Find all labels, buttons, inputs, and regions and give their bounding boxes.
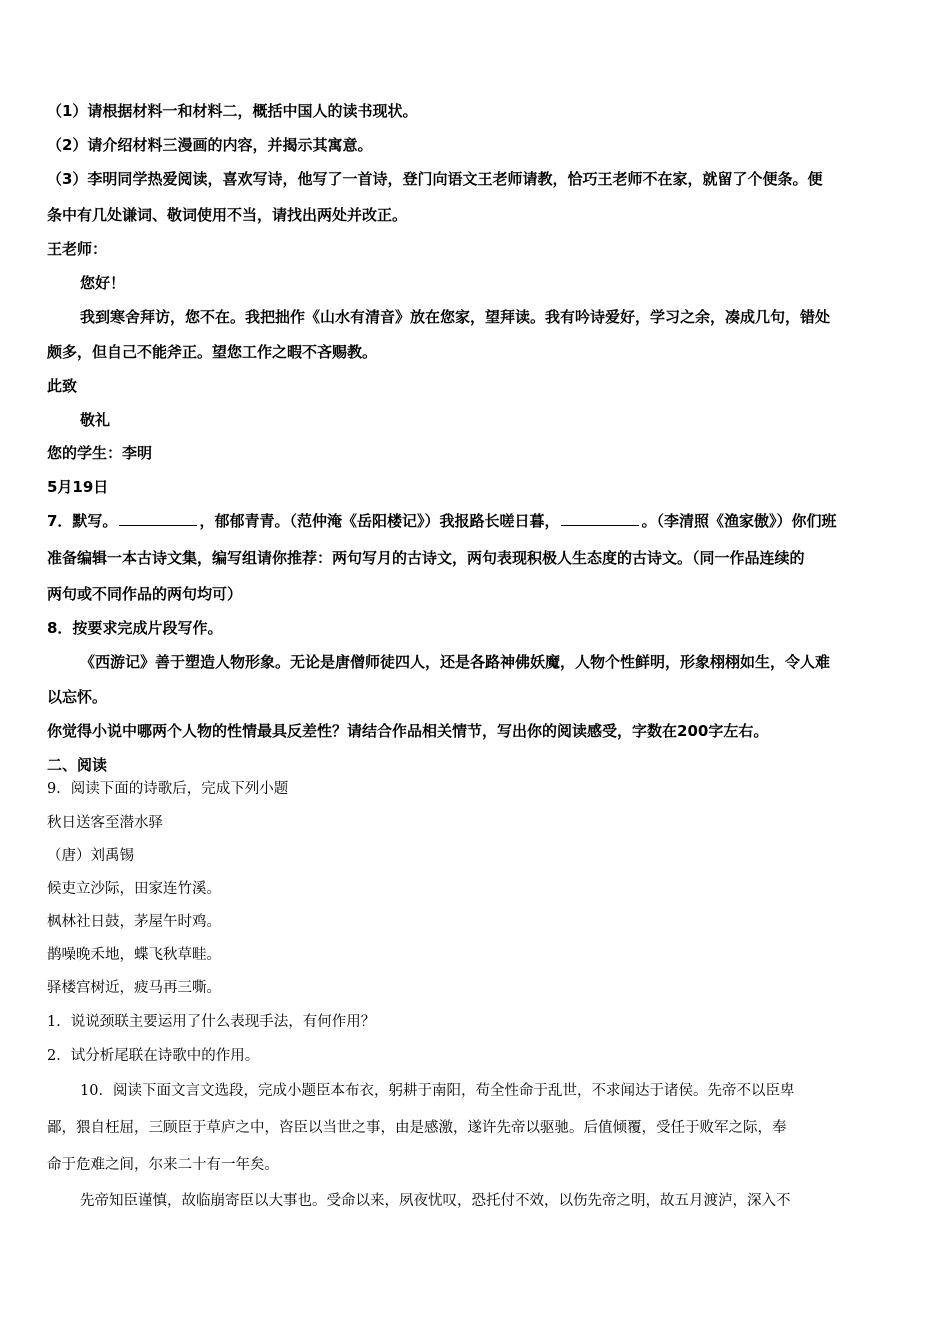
q6-sub3-line1: （3）李明同学热爱阅读，喜欢写诗，他写了一首诗，登门向语文王老师请教，恰巧王老师不在家，就留了个便条。便 [47,170,823,188]
poem-author: （唐）刘禹锡 [47,848,134,864]
note-body-line1: 我到寒舍拜访，您不在。我把拙作《山水有清音》放在您家，望拜读。我有吟诗爱好，学习之余，凑成几句，错处 [80,308,831,326]
poem-line: 鹊噪晚禾地，蝶飞秋草畦。 [47,947,221,963]
poem-line: 候吏立沙际，田家连竹溪。 [47,881,221,897]
note-body-line2: 颇多，但自己不能斧正。望您工作之暇不吝赐教。 [47,343,378,361]
q8-title: 8．按要求完成片段写作。 [47,619,223,637]
poem-line: 驿楼宫树近，疲马再三嘶。 [47,980,221,996]
q10-line4: 先帝知臣谨慎，故临崩寄臣以大事也。受命以来，夙夜忧叹，恐托付不效，以伤先帝之明，故五月渡泸，深入不 [80,1193,791,1209]
note-greeting: 您好！ [80,274,126,292]
q7-seg-a: 7．默写。 [47,512,118,530]
q9-intro: 9．阅读下面的诗歌后，完成下列小题 [47,781,289,797]
q6-sub1: （1）请根据材料一和材料二，概括中国人的读书现状。 [47,102,418,120]
q10-line2: 鄙，猥自枉屈，三顾臣于草庐之中，咨臣以当世之事，由是感激，遂许先帝以驱驰。后值倾覆，受任于败军之际，奉 [47,1120,787,1136]
q10-line1: 10．阅读下面文言文选段，完成小题臣本布衣，躬耕于南阳，苟全性命于乱世，不求闻达于诸侯。先帝不以臣卑 [80,1083,795,1099]
poem-title: 秋日送客至潜水驿 [47,815,163,831]
q8-prompt: 你觉得小说中哪两个人物的性情最具反差性？请结合作品相关情节，写出你的阅读感受，字数在200字左右。 [47,722,769,740]
q9-sub1: 1．说说颈联主要运用了什么表现手法，有何作用？ [47,1014,376,1030]
q10-line3: 命于危难之间，尔来二十有一年矣。 [47,1157,279,1173]
note-salutation: 王老师： [47,240,108,258]
q7-seg-b: ，郁郁青青。（范仲淹《岳阳楼记》）我报路长嗟日暮， [199,512,560,530]
q7-line2: 准备编辑一本古诗文集，编写组请你推荐：两句写月的古诗文，两句表现积极人生态度的古诗文。（同一作品连续的 [47,549,805,567]
q7-line3: 两句或不同作品的两句均可） [47,585,243,603]
note-signature: 您的学生：李明 [47,444,153,462]
q7-seg-c: 。（李清照《渔家傲》）你们班 [641,512,837,530]
q7-blank-2[interactable] [561,511,639,526]
q8-para-line1: 《西游记》善于塑造人物形象。无论是唐僧师徒四人，还是各路神佛妖魔，人物个性鲜明，形象栩栩如生，令人难 [80,653,831,671]
q8-para-line2: 以忘怀。 [47,688,108,706]
q7-blank-1[interactable] [119,511,197,526]
q6-sub3-line2: 条中有几处谦词、敬词使用不当，请找出两处并改正。 [47,206,408,224]
note-date: 5月19日 [47,478,109,496]
q7-line1 [47,510,907,532]
q9-sub2: 2．试分析尾联在诗歌中的作用。 [47,1048,260,1064]
section-heading-reading: 二、阅读 [47,756,108,774]
q6-sub2: （2）请介绍材料三漫画的内容，并揭示其寓意。 [47,136,373,154]
note-closing-2: 敬礼 [80,411,111,429]
poem-line: 枫林社日鼓，茅屋午时鸡。 [47,914,221,930]
note-closing-1: 此致 [47,377,78,395]
